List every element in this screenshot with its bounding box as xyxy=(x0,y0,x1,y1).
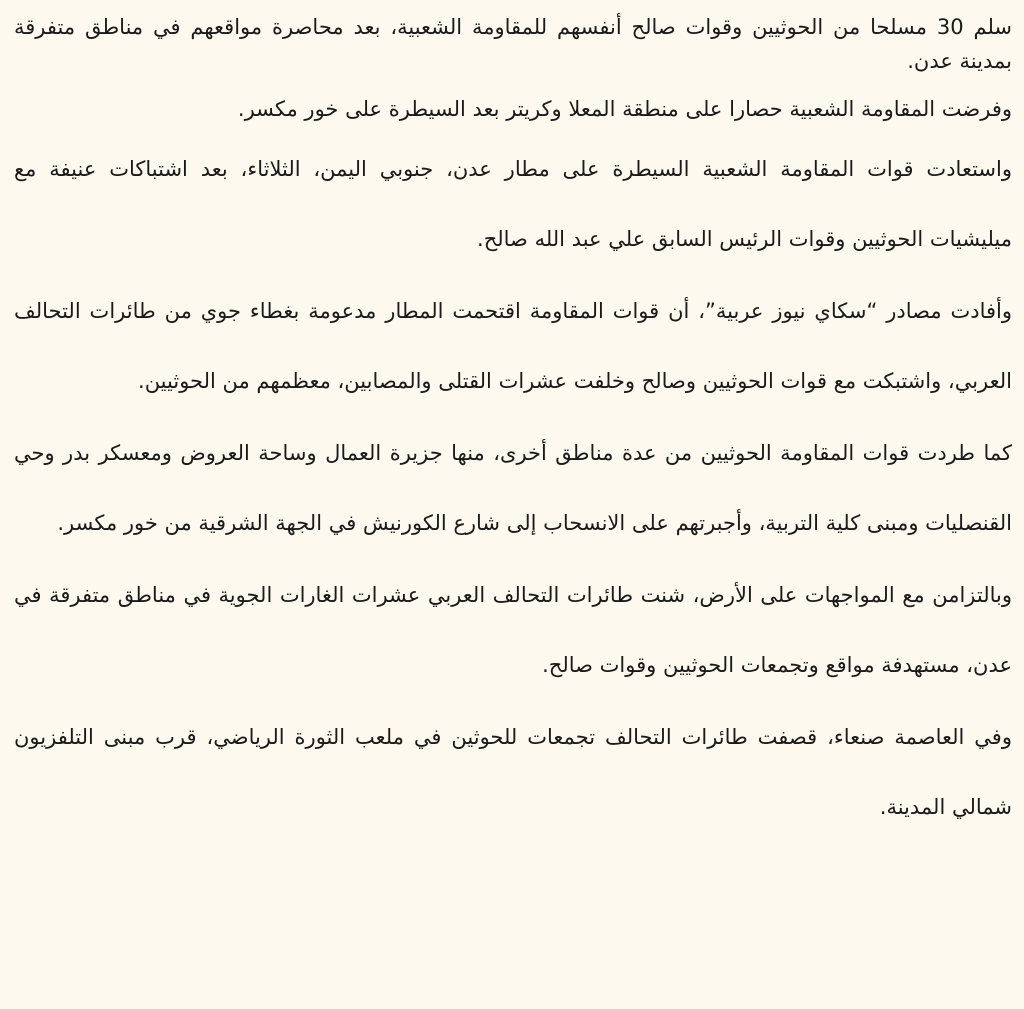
article-paragraph-sources: وأفادت مصادر “سكاي نيوز عربية”، أن قوات المقاومة اقتحمت المطار مدعومة بغطاء جوي من طائرات التحالف العربي، واشتبكت مع قوات الحوثيين وصالح وخلفت عشرات القتلى والمصابين، معظمهم من الحوثيين. xyxy=(14,299,1012,393)
article-paragraph-airstrikes: وبالتزامن مع المواجهات على الأرض، شنت طائرات التحالف العربي عشرات الغارات الجوية في مناطق متفرقة في عدن، مستهدفة مواقع وتجمعات الحوثيين وقوات صالح. xyxy=(14,583,1012,677)
article-paragraph-airport: واستعادت قوات المقاومة الشعبية السيطرة على مطار عدن، جنوبي اليمن، الثلاثاء، بعد اشتباكات عنيفة مع ميليشيات الحوثيين وقوات الرئيس السابق علي عبد الله صالح. xyxy=(14,157,1012,251)
article-paragraph-expelled: كما طردت قوات المقاومة الحوثيين من عدة مناطق أخرى، منها جزيرة العمال وساحة العروض ومعسكر بدر وحي القنصليات ومبنى كلية التربية، وأجبرتهم على الانسحاب إلى شارع الكورنيش في الجهة الشرقية من خور مكسر. xyxy=(14,441,1012,535)
article-paragraph-surrender: سلم 30 مسلحا من الحوثيين وقوات صالح أنفسهم للمقاومة الشعبية، بعد محاصرة مواقعهم في مناطق متفرقة بمدينة عدن. xyxy=(14,15,1013,73)
article-paragraph-sanaa: وفي العاصمة صنعاء، قصفت طائرات التحالف تجمعات للحوثين في ملعب الثورة الرياضي، قرب مبنى التلفزيون شمالي المدينة. xyxy=(14,725,1012,819)
article-paragraph-siege: وفرضت المقاومة الشعبية حصارا على منطقة المعلا وكريتر بعد السيطرة على خور مكسر. xyxy=(237,97,1012,121)
